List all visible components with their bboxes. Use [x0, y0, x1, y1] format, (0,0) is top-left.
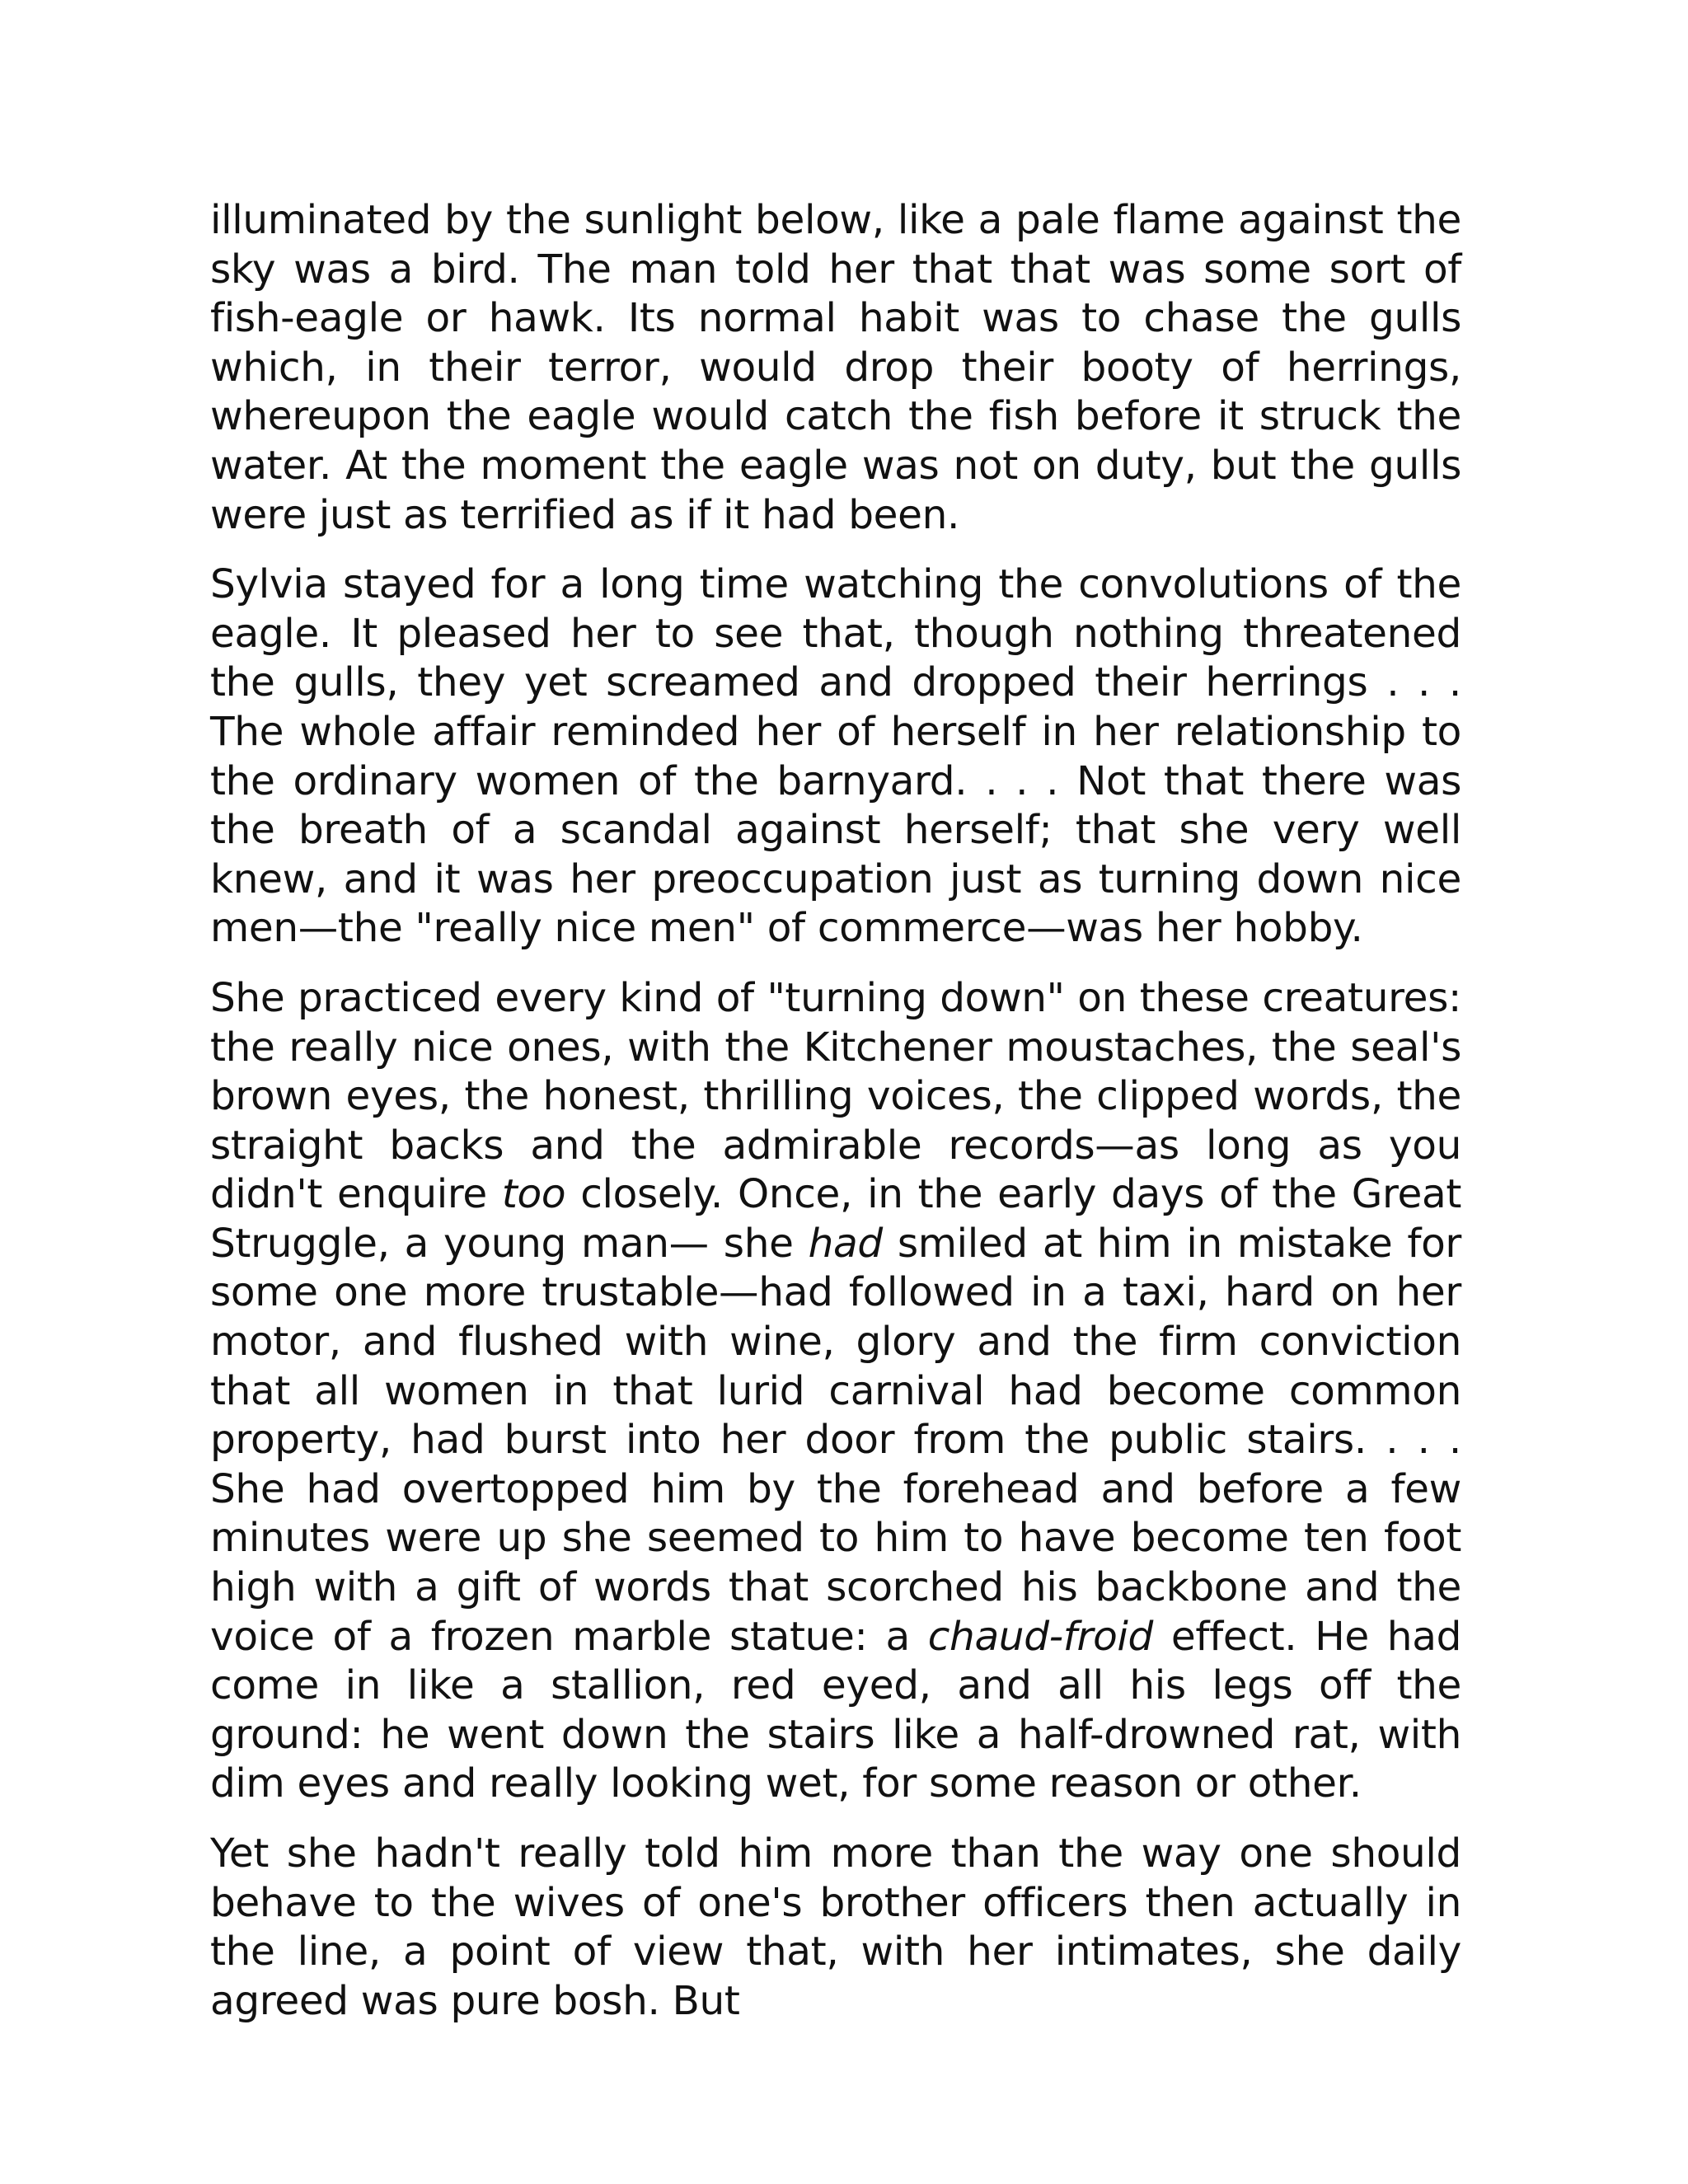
paragraph-1	[210, 196, 1461, 540]
paragraph-4	[210, 1830, 1461, 2026]
text-segment: closely. Once, in the early days of the Great Struggle, a young man— she	[210, 1171, 1461, 1267]
italic-emphasis: chaud-froid	[927, 1613, 1153, 1660]
text-segment: smiled at him in mistake for some one more trustable—had followed in a taxi, hard on her motor, and flushed with wine, glory and the firm conviction that all women in that lurid carnival had become common property, had burst into her door from the public stairs. . . . She had overtopped him by the forehead and before a few minutes were up she seemed to him to have become ten foot high with a gift of words that scorched his backbone and the voice of a frozen marble statue: a	[210, 1220, 1461, 1660]
text-segment: She practiced every kind of "turning down" on these creatures: the really nice ones, with the Kitchener moustaches, the seal's brown eyes, the honest, thrilling voices, the clipped words, the straight backs and the admirable records—as long as you didn't enquire	[210, 974, 1461, 1218]
italic-emphasis: had	[808, 1220, 883, 1267]
text-segment: Sylvia stayed for a long time watching the convolutions of the eagle. It pleased her to see that, though nothing threatened the gulls, they yet screamed and dropped their herrings . . . The whole affair reminded her of herself in her relationship to the ordinary women of the barnyard. . . . Not that there was the breath of a scandal against herself; that she very well knew, and it was her preoccupation just as turning down nice men—the "really nice men" of commerce—was her hobby.	[210, 561, 1461, 952]
page-body	[210, 196, 1461, 2026]
text-segment: Yet she hadn't really told him more than the way one should behave to the wives of one's brother officers then actually in the line, a point of view that, with her intimates, she daily agreed was pure bosh. But	[210, 1830, 1461, 2024]
text-segment: effect. He had come in like a stallion, red eyed, and all his legs off the ground: he went down the stairs like a half-drowned rat, with dim eyes and really looking wet, for some reason or other.	[210, 1613, 1461, 1807]
italic-emphasis: too	[501, 1171, 566, 1218]
text-segment: illuminated by the sunlight below, like a pale flame against the sky was a bird. The man told her that that was some sort of fish-eagle or hawk. Its normal habit was to chase the gulls which, in their terror, would drop their booty of herrings, whereupon the eagle would catch the fish before it struck the water. At the moment the eagle was not on duty, but the gulls were just as terrified as if it had been.	[210, 197, 1461, 538]
paragraph-2	[210, 560, 1461, 954]
paragraph-3	[210, 974, 1461, 1809]
